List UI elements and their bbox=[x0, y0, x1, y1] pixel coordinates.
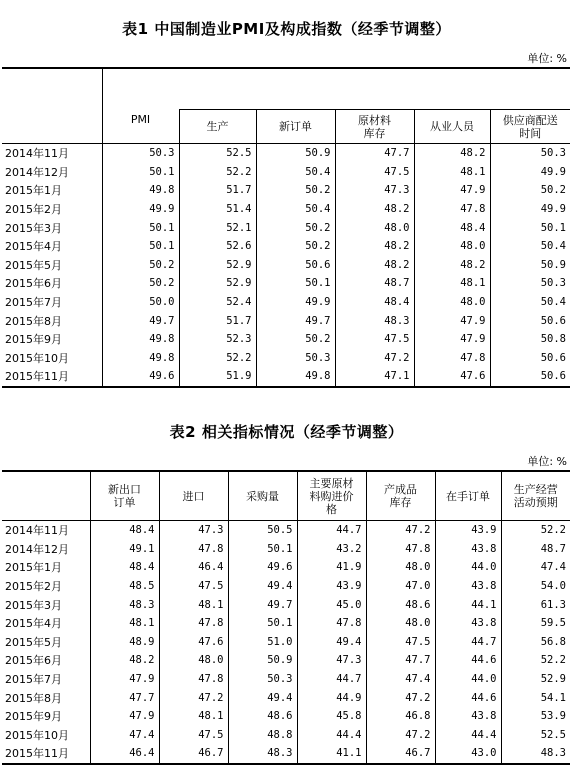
row-month-label: 2015年1月 bbox=[5, 561, 62, 575]
table-row bbox=[2, 577, 570, 596]
table-cell: 52.6 bbox=[179, 237, 256, 256]
table-cell: 48.7 bbox=[501, 540, 570, 559]
table-cell: 44.6 bbox=[435, 651, 501, 670]
table-cell: 48.1 bbox=[90, 614, 159, 633]
table-cell: 48.3 bbox=[501, 744, 570, 764]
table-cell: 49.4 bbox=[228, 577, 297, 596]
table-cell: 49.4 bbox=[228, 688, 297, 707]
table-cell: 47.9 bbox=[90, 707, 159, 726]
table-cell: 52.9 bbox=[179, 256, 256, 275]
table-cell: 46.8 bbox=[366, 707, 435, 726]
row-month-label: 2015年4月 bbox=[5, 240, 62, 254]
table-cell: 43.2 bbox=[297, 540, 366, 559]
table-cell: 49.9 bbox=[490, 163, 570, 182]
table-cell: 49.8 bbox=[102, 349, 179, 368]
table-cell: 54.0 bbox=[501, 577, 570, 596]
table-cell: 52.2 bbox=[179, 163, 256, 182]
table-cell: 50.3 bbox=[490, 274, 570, 293]
table-cell: 48.2 bbox=[414, 144, 490, 163]
column-header: 从业人员 bbox=[414, 110, 490, 144]
row-month-label: 2015年5月 bbox=[5, 258, 62, 272]
row-month-label: 2015年3月 bbox=[5, 221, 62, 235]
table-cell: 47.2 bbox=[159, 688, 228, 707]
table-cell: 43.9 bbox=[297, 577, 366, 596]
table-cell: 44.7 bbox=[297, 521, 366, 540]
table-cell: 47.9 bbox=[414, 181, 490, 200]
table-cell: 44.7 bbox=[297, 670, 366, 689]
table-cell: 54.1 bbox=[501, 688, 570, 707]
table-cell: 48.7 bbox=[335, 274, 414, 293]
table-cell: 51.7 bbox=[179, 181, 256, 200]
table-cell: 50.4 bbox=[256, 200, 335, 219]
table-cell: 49.8 bbox=[102, 330, 179, 349]
table-cell: 44.7 bbox=[435, 633, 501, 652]
table-cell: 44.9 bbox=[297, 688, 366, 707]
table-row bbox=[2, 521, 570, 540]
table-cell: 61.3 bbox=[501, 595, 570, 614]
table-cell: 50.5 bbox=[228, 521, 297, 540]
table-cell: 52.3 bbox=[179, 330, 256, 349]
table-cell: 48.2 bbox=[335, 237, 414, 256]
column-header: 生产 bbox=[179, 110, 256, 144]
table-cell: 50.2 bbox=[256, 330, 335, 349]
table-cell: 50.2 bbox=[256, 237, 335, 256]
table-cell: 43.8 bbox=[435, 540, 501, 559]
row-month-label: 2014年12月 bbox=[5, 165, 69, 179]
table1-title: 表1 中国制造业PMI及构成指数（经季节调整） bbox=[122, 20, 451, 38]
row-month-label: 2015年4月 bbox=[5, 617, 62, 631]
table-cell: 49.9 bbox=[490, 200, 570, 219]
table-cell: 50.1 bbox=[102, 163, 179, 182]
table-cell: 50.6 bbox=[256, 256, 335, 275]
table-cell: 50.3 bbox=[490, 144, 570, 163]
table-cell: 50.1 bbox=[256, 274, 335, 293]
table-cell: 50.3 bbox=[228, 670, 297, 689]
table-cell: 46.4 bbox=[159, 558, 228, 577]
table-cell: 50.2 bbox=[490, 181, 570, 200]
table-cell: 43.8 bbox=[435, 614, 501, 633]
row-month-label: 2015年9月 bbox=[5, 710, 62, 724]
table-cell: 47.8 bbox=[297, 614, 366, 633]
table-row bbox=[2, 237, 570, 256]
table-cell: 45.0 bbox=[297, 595, 366, 614]
row-month-label: 2015年7月 bbox=[5, 296, 62, 310]
table-row bbox=[2, 670, 570, 689]
table-cell: 47.5 bbox=[335, 163, 414, 182]
table-cell: 50.1 bbox=[228, 540, 297, 559]
table-cell: 50.6 bbox=[490, 367, 570, 387]
table-cell: 49.8 bbox=[102, 181, 179, 200]
table-cell: 56.8 bbox=[501, 633, 570, 652]
table-cell: 48.5 bbox=[90, 577, 159, 596]
table-cell: 48.0 bbox=[335, 218, 414, 237]
table-cell: 49.1 bbox=[90, 540, 159, 559]
row-month-label: 2015年8月 bbox=[5, 691, 62, 705]
table-cell: 51.4 bbox=[179, 200, 256, 219]
table-cell: 50.6 bbox=[490, 349, 570, 368]
table-row bbox=[2, 707, 570, 726]
column-header: 在手订单 bbox=[435, 471, 501, 521]
table-cell: 47.5 bbox=[366, 633, 435, 652]
table-cell: 45.8 bbox=[297, 707, 366, 726]
table-cell: 50.2 bbox=[102, 274, 179, 293]
row-month-label: 2015年9月 bbox=[5, 333, 62, 347]
table-cell: 48.2 bbox=[335, 256, 414, 275]
table-cell: 47.2 bbox=[366, 726, 435, 745]
table-row bbox=[2, 144, 570, 163]
table-row bbox=[2, 688, 570, 707]
table-cell: 52.5 bbox=[179, 144, 256, 163]
table-cell: 48.2 bbox=[335, 200, 414, 219]
table-cell: 49.7 bbox=[228, 595, 297, 614]
table-cell: 48.3 bbox=[90, 595, 159, 614]
table-cell: 50.2 bbox=[256, 181, 335, 200]
table-cell: 48.4 bbox=[90, 521, 159, 540]
table-cell: 47.7 bbox=[335, 144, 414, 163]
table-row bbox=[2, 218, 570, 237]
row-month-label: 2014年12月 bbox=[5, 542, 69, 556]
table-cell: 47.8 bbox=[414, 200, 490, 219]
table2-title: 表2 相关指标情况（经季节调整） bbox=[169, 423, 404, 441]
table-row bbox=[2, 311, 570, 330]
row-month-label: 2015年5月 bbox=[5, 635, 62, 649]
table-cell: 52.2 bbox=[501, 651, 570, 670]
table-cell: 44.0 bbox=[435, 558, 501, 577]
table-row bbox=[2, 614, 570, 633]
table-cell: 50.0 bbox=[102, 293, 179, 312]
table1-unit: 单位: % bbox=[527, 52, 567, 65]
table-cell: 47.7 bbox=[90, 688, 159, 707]
table-cell: 47.9 bbox=[90, 670, 159, 689]
table-cell: 50.9 bbox=[256, 144, 335, 163]
table-cell: 47.5 bbox=[159, 726, 228, 745]
row-month-label: 2015年6月 bbox=[5, 654, 62, 668]
table-cell: 49.6 bbox=[102, 367, 179, 387]
table-cell: 48.0 bbox=[159, 651, 228, 670]
table1-corner bbox=[2, 68, 102, 144]
table-cell: 47.4 bbox=[90, 726, 159, 745]
table-row bbox=[2, 744, 570, 764]
table-cell: 51.9 bbox=[179, 367, 256, 387]
table-row bbox=[2, 633, 570, 652]
row-month-label: 2015年2月 bbox=[5, 203, 62, 217]
column-header: 新出口 订单 bbox=[90, 471, 159, 521]
table-cell: 48.4 bbox=[335, 293, 414, 312]
table-cell: 49.7 bbox=[102, 311, 179, 330]
table2-corner bbox=[2, 471, 90, 521]
table-cell: 47.8 bbox=[414, 349, 490, 368]
table-row bbox=[2, 349, 570, 368]
table-row bbox=[2, 558, 570, 577]
table-cell: 52.4 bbox=[179, 293, 256, 312]
table-cell: 48.4 bbox=[90, 558, 159, 577]
table-row bbox=[2, 274, 570, 293]
table-cell: 49.9 bbox=[102, 200, 179, 219]
table-cell: 48.2 bbox=[90, 651, 159, 670]
table-cell: 50.3 bbox=[256, 349, 335, 368]
table-cell: 43.8 bbox=[435, 577, 501, 596]
table-cell: 59.5 bbox=[501, 614, 570, 633]
table-cell: 47.3 bbox=[297, 651, 366, 670]
table-cell: 50.2 bbox=[256, 218, 335, 237]
table-cell: 48.6 bbox=[228, 707, 297, 726]
table-cell: 47.8 bbox=[159, 670, 228, 689]
table-cell: 48.0 bbox=[366, 558, 435, 577]
table-cell: 43.9 bbox=[435, 521, 501, 540]
table-cell: 50.4 bbox=[256, 163, 335, 182]
table-cell: 50.1 bbox=[490, 218, 570, 237]
table-cell: 50.4 bbox=[490, 237, 570, 256]
table-cell: 47.2 bbox=[366, 688, 435, 707]
column-header: 产成品 库存 bbox=[366, 471, 435, 521]
table-cell: 52.1 bbox=[179, 218, 256, 237]
row-month-label: 2015年10月 bbox=[5, 351, 69, 365]
table-cell: 44.4 bbox=[435, 726, 501, 745]
table-cell: 43.8 bbox=[435, 707, 501, 726]
table-cell: 50.2 bbox=[102, 256, 179, 275]
column-header: 进口 bbox=[159, 471, 228, 521]
table-cell: 48.1 bbox=[159, 595, 228, 614]
table-cell: 52.5 bbox=[501, 726, 570, 745]
table-cell: 47.8 bbox=[366, 540, 435, 559]
table-cell: 49.6 bbox=[228, 558, 297, 577]
table-cell: 47.8 bbox=[159, 614, 228, 633]
table-cell: 47.4 bbox=[366, 670, 435, 689]
row-month-label: 2014年11月 bbox=[5, 147, 69, 161]
table-row bbox=[2, 163, 570, 182]
table-cell: 52.2 bbox=[501, 521, 570, 540]
column-header: 生产经营 活动预期 bbox=[501, 471, 570, 521]
row-month-label: 2015年2月 bbox=[5, 580, 62, 594]
row-month-label: 2015年10月 bbox=[5, 728, 69, 742]
table-cell: 48.9 bbox=[90, 633, 159, 652]
row-month-label: 2015年11月 bbox=[5, 370, 69, 384]
table-cell: 44.0 bbox=[435, 670, 501, 689]
table-cell: 47.5 bbox=[335, 330, 414, 349]
table-row bbox=[2, 181, 570, 200]
table-cell: 52.9 bbox=[501, 670, 570, 689]
column-header: 新订单 bbox=[256, 110, 335, 144]
table-row bbox=[2, 540, 570, 559]
table-cell: 47.6 bbox=[159, 633, 228, 652]
column-header: 采购量 bbox=[228, 471, 297, 521]
row-month-label: 2015年11月 bbox=[5, 747, 69, 761]
table-cell: 47.9 bbox=[414, 311, 490, 330]
table-row bbox=[2, 256, 570, 275]
table-cell: 47.4 bbox=[501, 558, 570, 577]
row-month-label: 2015年7月 bbox=[5, 673, 62, 687]
row-month-label: 2015年1月 bbox=[5, 184, 62, 198]
table-cell: 48.0 bbox=[366, 614, 435, 633]
table-cell: 48.3 bbox=[228, 744, 297, 764]
table-cell: 47.1 bbox=[335, 367, 414, 387]
table-cell: 41.1 bbox=[297, 744, 366, 764]
table-cell: 47.5 bbox=[159, 577, 228, 596]
table-cell: 46.4 bbox=[90, 744, 159, 764]
table-cell: 43.0 bbox=[435, 744, 501, 764]
table-cell: 47.2 bbox=[335, 349, 414, 368]
table-cell: 50.1 bbox=[102, 218, 179, 237]
column-header: 原材料 库存 bbox=[335, 110, 414, 144]
row-month-label: 2015年8月 bbox=[5, 314, 62, 328]
table-cell: 47.9 bbox=[414, 330, 490, 349]
row-month-label: 2015年3月 bbox=[5, 598, 62, 612]
table-cell: 46.7 bbox=[366, 744, 435, 764]
table-cell: 49.7 bbox=[256, 311, 335, 330]
table-cell: 47.7 bbox=[366, 651, 435, 670]
table-cell: 50.4 bbox=[490, 293, 570, 312]
table-cell: 48.8 bbox=[228, 726, 297, 745]
table-cell: 50.3 bbox=[102, 144, 179, 163]
table-cell: 47.8 bbox=[159, 540, 228, 559]
table-cell: 48.0 bbox=[414, 237, 490, 256]
table-cell: 49.8 bbox=[256, 367, 335, 387]
table-cell: 41.9 bbox=[297, 558, 366, 577]
table-cell: 50.8 bbox=[490, 330, 570, 349]
table-cell: 50.6 bbox=[490, 311, 570, 330]
table-cell: 48.2 bbox=[414, 256, 490, 275]
table-row bbox=[2, 200, 570, 219]
table-cell: 53.9 bbox=[501, 707, 570, 726]
table-cell: 52.2 bbox=[179, 349, 256, 368]
table-cell: 48.1 bbox=[414, 274, 490, 293]
table-cell: 50.1 bbox=[102, 237, 179, 256]
table-cell: 48.6 bbox=[366, 595, 435, 614]
table-row bbox=[2, 595, 570, 614]
table-cell: 50.1 bbox=[228, 614, 297, 633]
table-cell: 48.1 bbox=[159, 707, 228, 726]
table-cell: 47.3 bbox=[159, 521, 228, 540]
table-row bbox=[2, 293, 570, 312]
table-cell: 48.1 bbox=[414, 163, 490, 182]
table-cell: 47.0 bbox=[366, 577, 435, 596]
table-cell: 47.6 bbox=[414, 367, 490, 387]
table-cell: 50.9 bbox=[228, 651, 297, 670]
table-row bbox=[2, 367, 570, 387]
row-month-label: 2014年11月 bbox=[5, 524, 69, 538]
table1 bbox=[2, 67, 570, 388]
row-month-label: 2015年6月 bbox=[5, 277, 62, 291]
table-cell: 51.7 bbox=[179, 311, 256, 330]
table-row bbox=[2, 330, 570, 349]
table-cell: 48.3 bbox=[335, 311, 414, 330]
table-cell: 44.6 bbox=[435, 688, 501, 707]
table2-unit: 单位: % bbox=[527, 455, 567, 468]
table-cell: 48.0 bbox=[414, 293, 490, 312]
table-cell: 44.1 bbox=[435, 595, 501, 614]
column-header: 供应商配送 时间 bbox=[490, 110, 570, 144]
table-cell: 49.4 bbox=[297, 633, 366, 652]
table2 bbox=[2, 470, 570, 765]
table-cell: 47.2 bbox=[366, 521, 435, 540]
table-cell: 46.7 bbox=[159, 744, 228, 764]
table-cell: 50.9 bbox=[490, 256, 570, 275]
table-cell: 47.3 bbox=[335, 181, 414, 200]
table-cell: 52.9 bbox=[179, 274, 256, 293]
column-header: 主要原材 料购进价 格 bbox=[297, 471, 366, 521]
table-cell: 49.9 bbox=[256, 293, 335, 312]
table-row bbox=[2, 726, 570, 745]
table-cell: 51.0 bbox=[228, 633, 297, 652]
table-cell: 48.4 bbox=[414, 218, 490, 237]
table-row bbox=[2, 651, 570, 670]
table1-header-pmi: PMI bbox=[102, 68, 179, 144]
table-cell: 44.4 bbox=[297, 726, 366, 745]
